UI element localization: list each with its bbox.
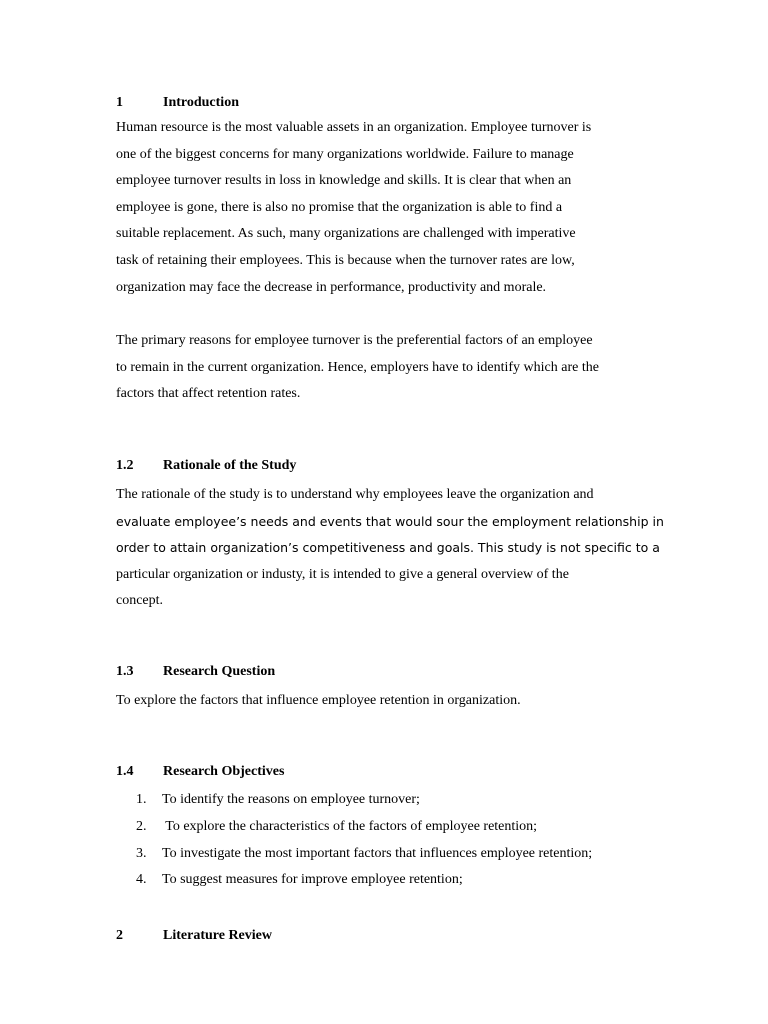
list-text: To suggest measures for improve employee retention; xyxy=(162,872,463,888)
section-title: Research Objectives xyxy=(163,764,285,779)
section-heading-introduction xyxy=(116,94,239,111)
section-number: 1.3 xyxy=(116,664,134,679)
list-number: 3. xyxy=(136,845,147,861)
list-item xyxy=(136,787,592,814)
text-line: evaluate employee’s needs and events that would sour the employment relationship in xyxy=(116,513,664,529)
list-item xyxy=(136,814,592,841)
research-question-paragraph xyxy=(116,688,656,715)
list-number: 2. xyxy=(136,818,147,834)
text-line: to remain in the current organization. Hence, employers have to identify which are the xyxy=(116,359,599,375)
section-number: 1.2 xyxy=(116,458,134,473)
rationale-paragraph xyxy=(116,482,664,615)
section-title: Research Question xyxy=(163,664,276,679)
list-item xyxy=(136,867,592,894)
text-line: The rationale of the study is to understand why employees leave the organization and xyxy=(116,487,594,502)
list-text: To identify the reasons on employee turnover; xyxy=(162,792,420,807)
list-number: 4. xyxy=(136,872,147,888)
section-heading-rationale xyxy=(116,457,296,474)
section-title: Introduction xyxy=(163,95,239,110)
list-text: To investigate the most important factors that influences employee retention; xyxy=(162,845,593,861)
intro-paragraph-2 xyxy=(116,328,656,408)
text-line: concept. xyxy=(116,593,164,609)
section-heading-research-question xyxy=(116,663,275,680)
section-number: 1 xyxy=(116,95,123,110)
text-line: employee is gone, there is also no promise that the organization is able to find a xyxy=(116,199,563,215)
text-line: organization may face the decrease in performance, productivity and morale. xyxy=(116,279,547,295)
text-line: factors that affect retention rates. xyxy=(116,386,301,402)
section-title: Rationale of the Study xyxy=(163,458,297,473)
section-number: 2 xyxy=(116,928,123,943)
list-item xyxy=(136,841,592,868)
text-line: one of the biggest concerns for many organizations worldwide. Failure to manage xyxy=(116,146,574,162)
section-title: Literature Review xyxy=(163,928,272,943)
section-heading-literature-review xyxy=(116,927,272,944)
list-number: 1. xyxy=(136,792,147,807)
list-text: To explore the characteristics of the factors of employee retention; xyxy=(162,818,538,834)
intro-paragraph-1 xyxy=(116,115,656,301)
section-number: 1.4 xyxy=(116,764,134,779)
text-line: employee turnover results in loss in knowledge and skills. It is clear that when an xyxy=(116,173,572,189)
section-heading-research-objectives xyxy=(116,763,284,780)
text-line: particular organization or industy, it is intended to give a general overview of the xyxy=(116,566,569,582)
text-line: order to attain organization’s competitiveness and goals. This study is not specific to a xyxy=(116,540,660,556)
text-line: The primary reasons for employee turnover is the preferential factors of an employee xyxy=(116,333,593,348)
text-line: To explore the factors that influence employee retention in organization. xyxy=(116,693,521,708)
text-line: task of retaining their employees. This is because when the turnover rates are low, xyxy=(116,252,575,268)
text-line: Human resource is the most valuable assets in an organization. Employee turnover is xyxy=(116,120,592,135)
text-line: suitable replacement. As such, many organizations are challenged with imperative xyxy=(116,226,576,242)
objectives-list xyxy=(136,787,592,894)
